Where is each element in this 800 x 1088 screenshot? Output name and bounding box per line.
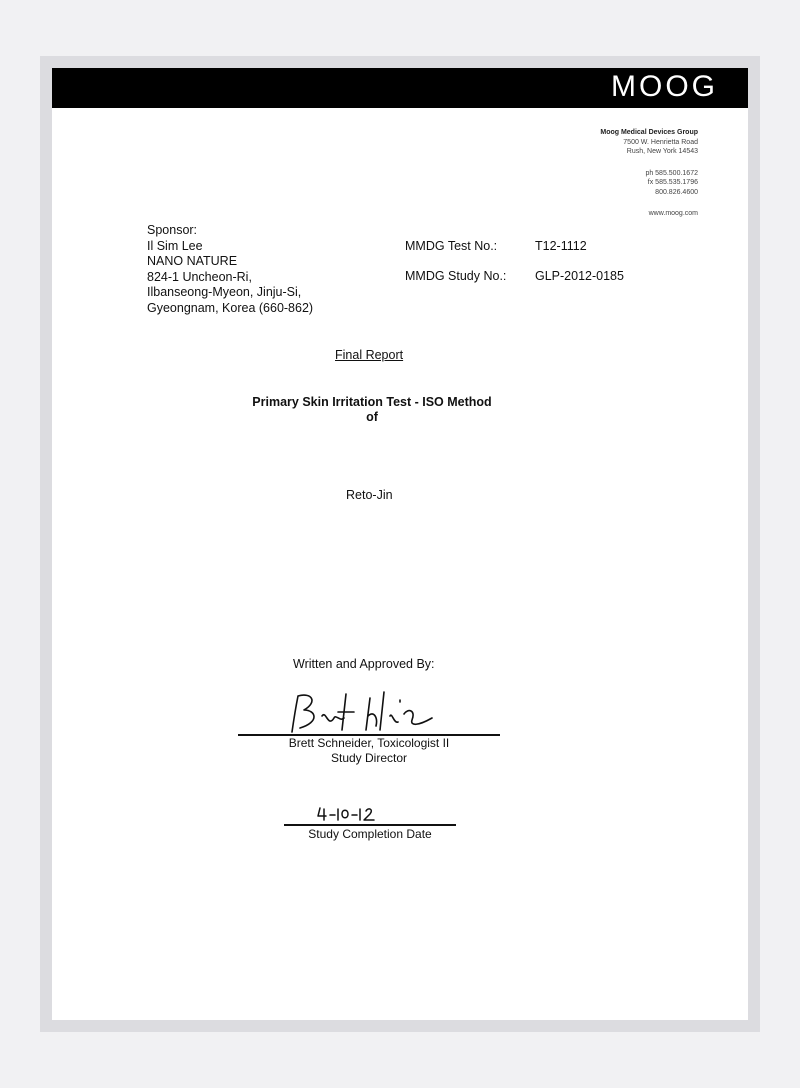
company-website: www.moog.com [648, 210, 698, 217]
moog-logo: MOOG [611, 70, 718, 103]
sponsor-line: 824-1 Uncheon-Ri, [147, 269, 252, 284]
test-number-value: T12-1112 [535, 239, 587, 253]
report-type: Final Report [335, 348, 404, 362]
study-number-value: GLP-2012-0185 [535, 269, 624, 283]
signer-block [238, 736, 500, 766]
company-street: 7500 W. Henrietta Road [623, 138, 698, 146]
signer-name: Brett Schneider, Toxicologist II [288, 736, 450, 750]
date-line [284, 824, 456, 826]
company-phone: ph 585.500.1672 [645, 169, 698, 177]
company-name: Moog Medical Devices Group [600, 129, 698, 136]
written-approved-label: Written and Approved By: [293, 657, 435, 671]
signer-role: Study Director [330, 751, 408, 765]
sponsor-line: Ilbanseong-Myeon, Jinju-Si, [147, 285, 302, 299]
product-name: Reto-Jin [346, 488, 393, 502]
report-title-line: of [366, 409, 378, 424]
company-fax: fx 585.535.1796 [647, 179, 698, 186]
sponsor-label: Sponsor: [147, 223, 198, 237]
report-page [52, 68, 748, 1020]
report-title-line: Primary Skin Irritation Test - ISO Method [252, 395, 492, 409]
company-address [458, 128, 698, 219]
completion-date-label: Study Completion Date [308, 827, 432, 841]
signature-icon [282, 688, 452, 738]
report-title [232, 395, 512, 424]
sponsor-line: Gyeongnam, Korea (660-862) [147, 300, 314, 315]
letterhead-bar [52, 68, 748, 108]
study-number-label: MMDG Study No.: [405, 269, 507, 283]
test-number-label: MMDG Test No.: [405, 239, 498, 253]
company-city: Rush, New York 14543 [626, 148, 698, 155]
sponsor-block [147, 223, 313, 316]
company-tollfree: 800.826.4600 [655, 188, 698, 196]
handwritten-date-icon [316, 805, 386, 823]
sponsor-line: Il Sim Lee [147, 238, 203, 253]
sponsor-line: NANO NATURE [147, 254, 238, 268]
